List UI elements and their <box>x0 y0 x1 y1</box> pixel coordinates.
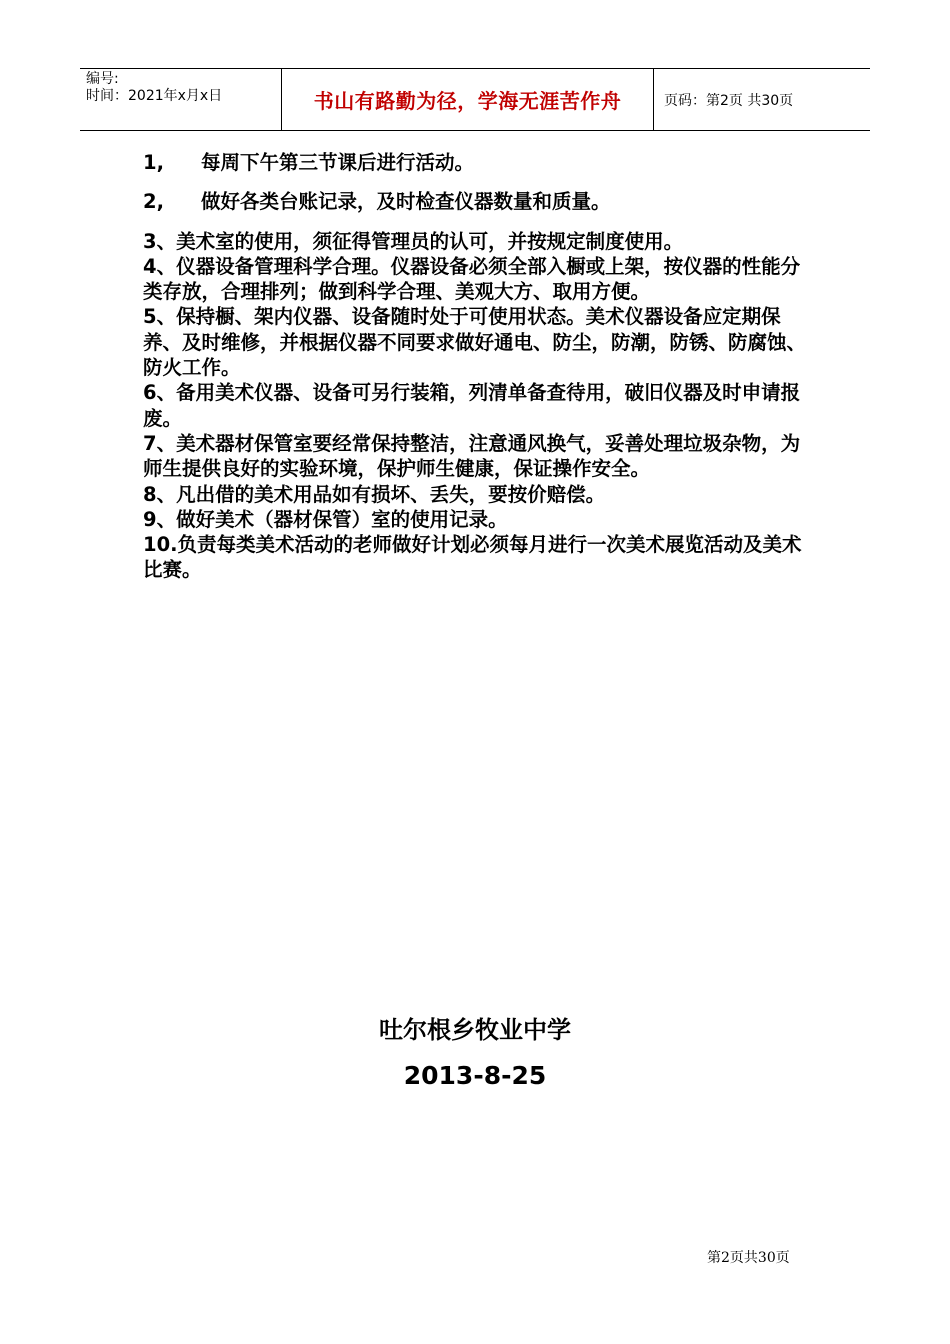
rule-item-9: 9、做好美术（器材保管）室的使用记录。 <box>143 507 508 531</box>
rule-item-5: 5、保持橱、架内仪器、设备随时处于可使用状态。美术仪器设备应定期保养、及时维修，并根据仪器不同要求做好通电、防尘，防潮，防锈、防腐蚀、防火工作。 <box>143 305 807 380</box>
signature-date: 2013-8-25 <box>403 1061 547 1090</box>
rule-item-6: 6、备用美术仪器、设备可另行装箱，列清单备查待用，破旧仪器及时申请报废。 <box>143 381 801 430</box>
header-motto: 书山有路勤为径，学海无涯苦作舟 <box>282 69 654 130</box>
rule-item-1 <box>143 150 813 175</box>
time-label: 时间：2021年x月x日 <box>86 88 223 104</box>
signature-organization: 吐尔根乡牧业中学 <box>379 1015 571 1044</box>
rule-item-2 <box>143 189 813 214</box>
rule-item-4: 4、仪器设备管理科学合理。仪器设备必须全部入橱或上架，按仪器的性能分类存放，合理排列；做到科学合理、美观大方、取用方便。 <box>143 254 801 304</box>
rule-number: 2, <box>143 190 164 214</box>
page-header <box>80 68 870 131</box>
rule-item-3: 3、美术室的使用，须征得管理员的认可，并按规定制度使用。 <box>143 229 684 253</box>
serial-label: 编号: <box>86 71 119 87</box>
rule-text: 做好各类台账记录，及时检查仪器数量和质量。 <box>201 190 611 214</box>
rule-text: 每周下午第三节课后进行活动。 <box>201 151 475 174</box>
rule-number: 1, <box>143 151 164 174</box>
rule-item-7: 7、美术器材保管室要经常保持整洁，注意通风换气，妥善处理垃圾杂物，为师生提供良好的实验环境，保护师生健康，保证操作安全。 <box>143 431 801 481</box>
header-page-info: 页码：第2页 共30页 <box>664 92 794 109</box>
rules-body <box>143 150 813 583</box>
rule-item-8: 8、凡出借的美术用品如有损坏、丢失，要按价赔偿。 <box>143 482 606 506</box>
page-footer: 第2页共30页 <box>707 1250 790 1266</box>
rule-item-10: 10.负责每类美术活动的老师做好计划必须每月进行一次美术展览活动及美术比赛。 <box>143 533 802 582</box>
header-meta-cell <box>80 69 282 130</box>
